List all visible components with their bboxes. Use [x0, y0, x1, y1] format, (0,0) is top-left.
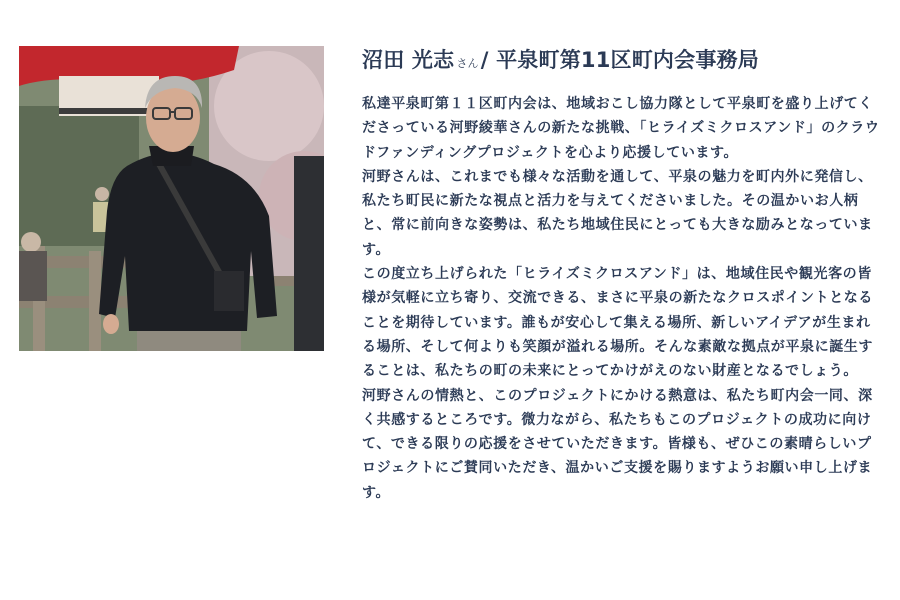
- author-affiliation: 平泉町第11区町内会事務局: [496, 48, 759, 72]
- heading-separator: /: [480, 48, 489, 72]
- author-name: 沼田 光志: [362, 48, 455, 72]
- message-paragraph: 河野さんの情熱と、このプロジェクトにかける熱意は、私たち町内会一同、深く共感するところです。微力ながら、私たちもこのプロジェクトの成功に向けて、できる限りの応援をさせていただきます。皆様も、ぜひこの素晴らしいプロジェクトにご賛同いただき、温かいご支援を賜りますようお願い申し上げます。: [362, 387, 873, 501]
- message-paragraph: 河野さんは、これまでも様々な活動を通して、平泉の魅力を町内外に発信し、私たち町民に新たな視点と活力を与えてくださいました。その温かいお人柄と、常に前向きな姿勢は、私たち地域住民にとっても大きな励みとなっています。: [362, 168, 873, 258]
- portrait-photo: [19, 46, 324, 351]
- message-paragraph: この度立ち上げられた「ヒライズミクロスアンド」は、地域住民や観光客の皆様が気軽に立ち寄り、交流できる、まさに平泉の新たなクロスポイントとなることを期待しています。誰もが安心して集える場所、新しいアイデアが生まれる場所、そして何よりも笑顔が溢れる場所。そんな素敵な拠点が平泉に誕生することは、私たちの町の未来にとってかけがえのない財産となるでしょう。: [362, 266, 873, 380]
- author-heading: [362, 44, 882, 74]
- author-honorific: さん: [456, 57, 479, 70]
- message-body: [362, 92, 882, 505]
- message-content: [362, 44, 882, 505]
- message-paragraph: 私達平泉町第１１区町内会は、地域おこし協力隊として平泉町を盛り上げてくださっている河野綾華さんの新たな挑戦、「ヒライズミクロスアンド」のクラウドファンディングプロジェクトを心より応援しています。: [362, 96, 880, 161]
